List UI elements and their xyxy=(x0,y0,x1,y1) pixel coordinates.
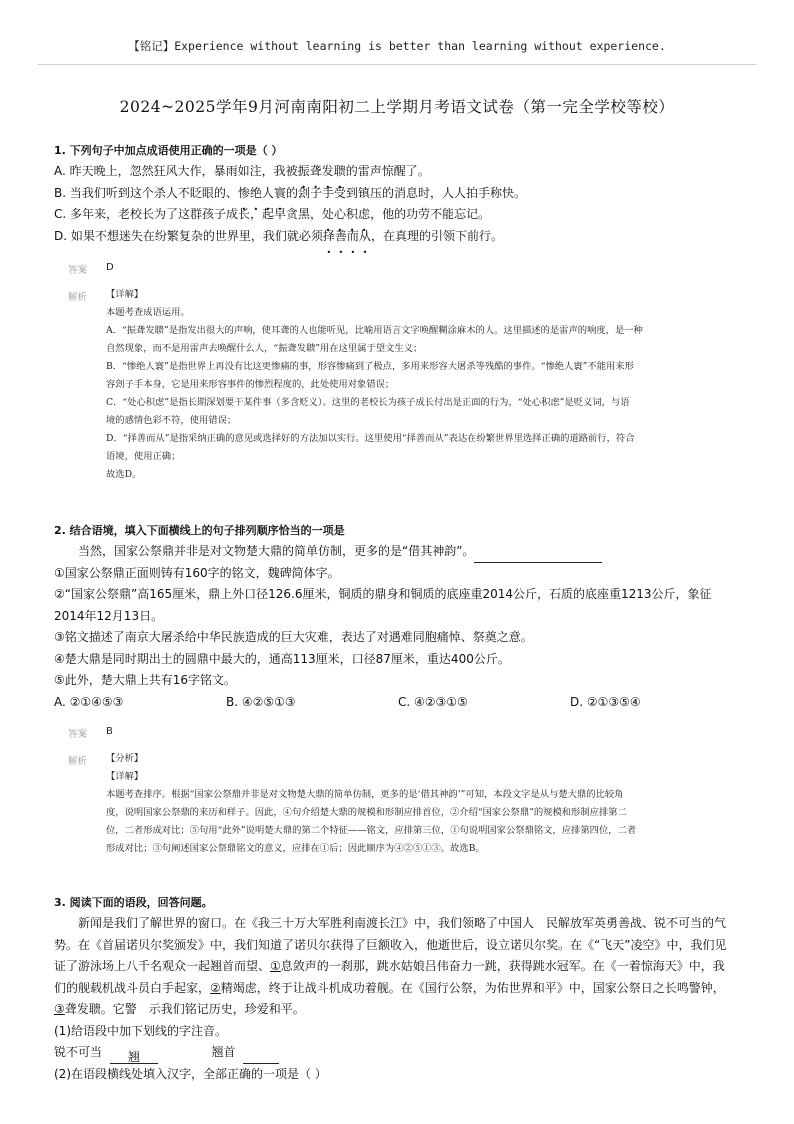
option-b[interactable]: B. ④②⑤①③ xyxy=(226,694,296,709)
emphasis-char: 振 xyxy=(297,164,310,178)
sub-question-1: (1)给语段中加下划线的字注音。 xyxy=(54,1023,227,1038)
emphasis-char: 聋 xyxy=(309,164,322,178)
emphasis-char: 寰 xyxy=(273,185,286,200)
question-1-option-c[interactable]: C. 多年来，老校长为了这群孩子成长，起早贪黑，处心积虑，他的功劳不能忘记。 xyxy=(54,207,491,221)
option-c[interactable]: C. ④②③①⑤ xyxy=(398,694,468,709)
question-2-analysis: 【分析】 【详解】 本题考查排序。根据“国家公祭鼎并非是对文物楚大鼎的简单仿制，更多的是‘借其神韵’”可知，本段文字是从与楚大鼎的比较角 度，说明国家公祭鼎的来历和样子。因此，④句介绍楚大鼎的规模和形制应排首位，②介绍“国家公祭鼎”的规模和形制应排第二 位，二者形成对比；⑤句用“此外”说明楚大鼎的第二个特征——铭文，应排第三位，①句说明国家公祭鼎铭文，应排第四位，二者 形成对比；③句阐述国家公祭鼎铭文的意义，应排在①后；因此顺序为④②⑤①③。故选B。 xyxy=(106,753,637,854)
pinyin-blank-1[interactable]: 翘 xyxy=(110,1047,158,1064)
emphasis-char: 聩 xyxy=(333,164,346,178)
question-1-option-d[interactable]: D. 如果不想迷失在纷繁复杂的世界里，我们就必须择善而从，在真理的引领下前行。 xyxy=(54,228,503,243)
emphasis-char: 而 xyxy=(346,228,359,243)
question-1-analysis: 【详解】 本题考查成语运用。 A．“振聋发聩”是指发出很大的声响，使耳聋的人也能听见，比喻用语言文字唤醒糊涂麻木的人。这里描述的是雷声的响度，是一种 自然现象，而不是用雷声去唤醒什么人，“振聋发聩”用在这里属于望文生义； B．“惨绝人寰”是指世界上再没有比这更惨痛的事，形容惨痛到了极点，多用来形容大屠杀等残酷的事件。“惨绝人寰”不能用来形 容刽子手本身，它是用来形容事件的惨烈程度的，此处使用对象错误； C．“处心积虑”是指长期深划要干某件事（多含贬义）。这里的老校长为孩子成长付出是正面的行为，“处心积虑”是贬义词，与语 境的感情色彩不符，使用错误； D．“择善而从”是指采纳正确的意见或选择好的方法加以实行。这里使用“择善而从”表达在纷繁世界里选择正确的道路前行，符合 语境，使用正确； 故选D。 xyxy=(106,289,643,480)
answer-label: 答案 xyxy=(68,265,88,276)
emphasis-char: 善 xyxy=(334,228,347,243)
question-2-title: 2. 结合语境，填入下面横线上的句子排列顺序恰当的一项是 xyxy=(54,524,345,537)
question-3-title: 3. 阅读下面的语段，回答问题。 xyxy=(54,896,213,909)
emphasis-char: 从 xyxy=(358,228,371,243)
question-1 xyxy=(54,141,744,247)
emphasis-char: 择 xyxy=(322,228,335,243)
sentence-5: ⑤此外，楚大鼎上共有16字铭文。 xyxy=(54,673,237,687)
passage-line-3: 证了游泳场上八千名观众一起翘首而望、①息敛声的一刹那，跳水姑娘吕伟奋力一跳，获得跳水冠军。在《一着惊海天》中，我 xyxy=(54,959,725,973)
dotted-idiom xyxy=(322,207,370,221)
pinyin-fill-row: 锐不可当 翘 翘首 xyxy=(54,1042,744,1064)
answer-value: D xyxy=(106,262,114,273)
dotted-idiom xyxy=(323,229,371,243)
emphasis-char: 惨 xyxy=(237,185,250,200)
question-3 xyxy=(54,893,744,1085)
emphasis-char: 虑 xyxy=(358,207,371,221)
blank-marker-3[interactable]: ③ xyxy=(54,1002,65,1016)
passage-line-1: 新闻是我们了解世界的窗口。在《我三十万大军胜利南渡长江》中，我们领略了中国人 民解放军英勇善战、锐不可当的气 xyxy=(78,916,727,930)
passage-line-5: ③聋发聩。它警 示我们铭记历史，珍爱和平。 xyxy=(54,1002,305,1016)
emphasis-char: 处 xyxy=(322,207,335,221)
question-1-title: 1. 下列句子中加点成语使用正确的一项是（ ） xyxy=(54,144,283,157)
question-2 xyxy=(54,521,744,713)
blank-marker-1[interactable]: ① xyxy=(270,959,281,973)
dotted-idiom xyxy=(298,164,346,178)
question-1-option-a[interactable]: A. 昨天晚上，忽然狂风大作，暴雨如注，我被振聋发聩的雷声惊醒了。 xyxy=(54,164,430,178)
dotted-idiom xyxy=(238,186,286,200)
passage-line-2: 势。在《首届诺贝尔奖颁发》中，我们知道了诺贝尔获得了巨额收入，他逝世后，设立诺贝尔奖。在《“飞天”凌空》中，我们见 xyxy=(54,937,727,952)
analysis-label: 解析 xyxy=(68,292,88,303)
sub-question-2: (2)在语段横线处填入汉字，全部正确的一项是（ ） xyxy=(54,1066,327,1081)
option-d[interactable]: D. ②①③⑤④ xyxy=(570,694,641,709)
emphasis-char: 积 xyxy=(346,207,359,221)
question-2-stem: 当然，国家公祭鼎并非是对文物楚大鼎的简单仿制，更多的是“借其神韵”。 xyxy=(54,541,744,563)
question-2-options xyxy=(54,692,744,713)
sentence-3: ③铭文描述了南京大屠杀给中华民族造成的巨大灾难，表达了对遇难同胞痛悼、祭奠之意。 xyxy=(54,630,533,644)
blank-marker-2[interactable]: ② xyxy=(210,980,221,995)
page-title: 2024~2025学年9月河南南阳初二上学期月考语文试卷（第一完全学校等校） xyxy=(119,98,675,116)
emphasis-char: 心 xyxy=(334,207,347,221)
passage-line-4: 们的舰载机战斗员白手起家，②精竭虑，终于让战斗机成功着舰。在《国行公祭，为佑世界和平》中，国家公祭日之长鸣警钟， xyxy=(54,980,725,995)
analysis-label: 解析 xyxy=(68,756,88,767)
option-a[interactable]: A. ②①④⑤③ xyxy=(54,694,124,709)
emphasis-char: 绝 xyxy=(249,185,262,200)
emphasis-char: 人 xyxy=(261,185,274,200)
header-divider xyxy=(38,64,756,65)
sentence-2-cont: 2014年12月13日。 xyxy=(54,608,164,623)
sentence-2: ②“国家公祭鼎”高165厘米，鼎上外口径126.6厘米，铜质的鼎身和铜质的底座重2014公斤，石质的底座重1213公斤，象征 xyxy=(54,587,712,601)
answer-blank[interactable] xyxy=(474,548,602,563)
emphasis-char: 发 xyxy=(321,164,334,178)
answer-label: 答案 xyxy=(68,729,88,740)
sentence-4: ④楚大鼎是同时期出土的圆鼎中最大的，通高113厘米，口径87厘米，重达400公斤。 xyxy=(54,651,510,666)
pinyin-blank-2[interactable] xyxy=(243,1049,279,1064)
question-1-option-b[interactable]: B. 当我们听到这个杀人不眨眼的、惨绝人寰的刽子手受到镇压的消息时，人人拍手称快。 xyxy=(54,185,526,200)
answer-value: B xyxy=(106,726,113,737)
motto: 【铭记】Experience without learning is better than learning without experience. xyxy=(128,39,666,53)
sentence-1: ①国家公祭鼎正面则铸有160字的铭文，魏碑简体字。 xyxy=(54,565,340,580)
